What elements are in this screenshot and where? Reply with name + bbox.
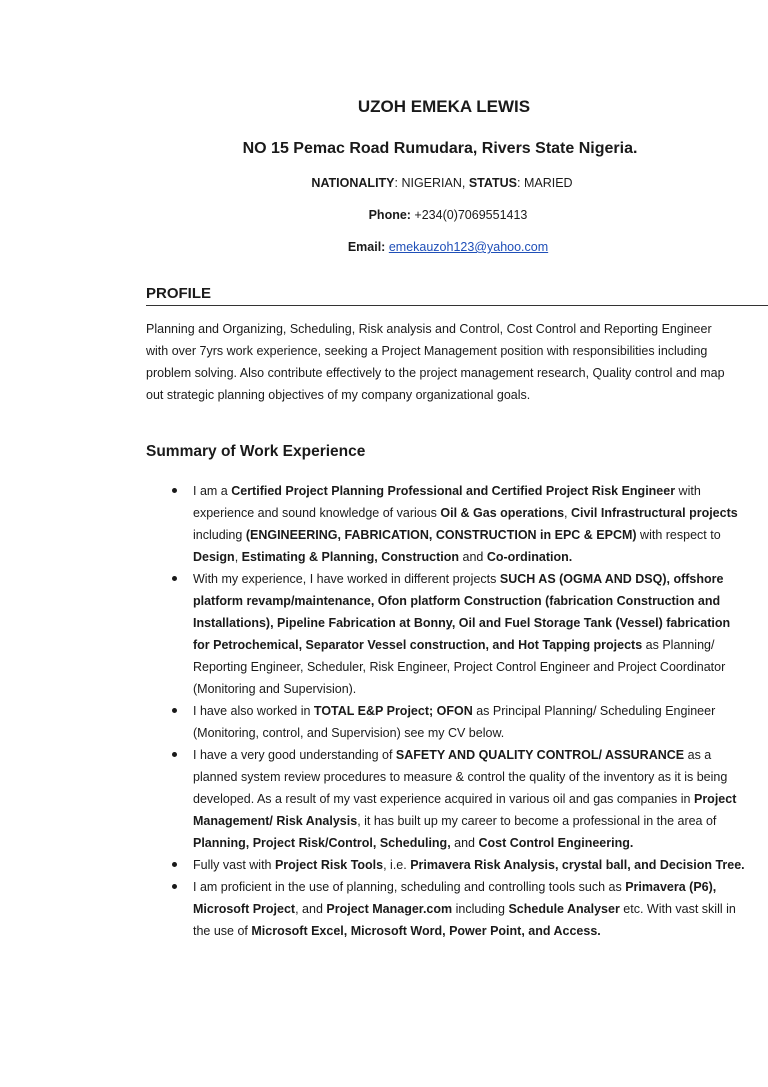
candidate-address: NO 15 Pemac Road Rumudara, Rivers State Nigeria. bbox=[242, 140, 638, 157]
bold-text-run: Schedule Analyser bbox=[508, 902, 620, 916]
bullet-dot-icon bbox=[172, 576, 177, 581]
bold-text-run: Project Management/ Risk Analysis bbox=[193, 792, 737, 828]
bold-text-run: Estimating & Planning, Construction bbox=[241, 550, 460, 564]
text-run: as Planning/ Reporting Engineer, Scheduler, Risk Engineer, Project Control Engineer and Project Coordinator (Monitoring and Supervision). bbox=[193, 638, 726, 696]
summary-heading: Summary of Work Experience bbox=[146, 443, 366, 460]
bullet-dot-icon bbox=[172, 862, 177, 867]
bold-text-run: Project Risk Tools bbox=[274, 858, 384, 872]
bold-text-run: Oil & Gas operations bbox=[440, 506, 565, 520]
phone-line bbox=[150, 206, 746, 224]
summary-bullet-item bbox=[160, 744, 750, 854]
bold-text-run: Primavera Risk Analysis, crystal ball, and Decision Tree. bbox=[410, 858, 745, 872]
profile-paragraph: Planning and Organizing, Scheduling, Risk analysis and Control, Cost Control and Reporting Engineer with over 7yrs work experience, seeking a Project Management position with responsibilities including problem solving. Also contribute effectively to the project management research, Quality control and map out strategic planning objectives of my company organizational goals. bbox=[146, 322, 725, 402]
phone-value: +234(0)7069551413 bbox=[410, 208, 528, 222]
profile-divider bbox=[146, 305, 768, 306]
text-run: With my experience, I have worked in different projects bbox=[193, 572, 500, 586]
text-run: , bbox=[564, 506, 571, 520]
email-link[interactable]: emekauzoh123@yahoo.com bbox=[388, 240, 549, 254]
text-run: with respect to bbox=[636, 528, 721, 542]
nationality-status-line bbox=[144, 174, 740, 192]
text-run: , i.e. bbox=[383, 858, 411, 872]
bullet-dot-icon bbox=[172, 752, 177, 757]
summary-bullet-item bbox=[160, 568, 750, 700]
bold-text-run: Microsoft Excel, Microsoft Word, Power Point, and Access. bbox=[251, 924, 601, 938]
text-run: Fully vast with bbox=[193, 858, 275, 872]
bold-text-run: Planning, Project Risk/Control, Scheduling, bbox=[193, 836, 451, 850]
candidate-name: UZOH EMEKA LEWIS bbox=[357, 97, 531, 116]
bold-text-run: Co-ordination. bbox=[486, 550, 573, 564]
text-run: as Principal Planning/ Scheduling Engineer (Monitoring, control, and Supervision) see my CV below. bbox=[193, 704, 716, 740]
text-run: and bbox=[459, 550, 487, 564]
email-label: Email: bbox=[347, 240, 386, 254]
status-label: STATUS bbox=[468, 176, 517, 190]
profile-heading: PROFILE bbox=[146, 285, 212, 302]
text-run: including bbox=[193, 528, 246, 542]
bold-text-run: SUCH AS (OGMA AND DSQ), offshore platform revamp/maintenance, Ofon platform Construction (fabrication Construction and Installations), Pipeline Fabrication at Bonny, Oil and Fuel Storage Tank (Vessel) fabrication for Petrochemical, Separator Vessel construction, and Hot Tapping projects bbox=[193, 572, 731, 652]
bold-text-run: SAFETY AND QUALITY CONTROL/ ASSURANCE bbox=[395, 748, 685, 762]
bold-text-run: TOTAL E&P Project; OFON bbox=[313, 704, 473, 718]
bold-text-run: Cost Control Engineering. bbox=[478, 836, 634, 850]
bullet-dot-icon bbox=[172, 884, 177, 889]
bold-text-run: Civil Infrastructural projects bbox=[570, 506, 738, 520]
text-run: I am proficient in the use of planning, scheduling and controlling tools such as bbox=[193, 880, 626, 894]
text-run: etc. With vast skill in the use of bbox=[193, 902, 736, 938]
text-run: , bbox=[234, 550, 242, 564]
summary-bullet-item bbox=[160, 700, 750, 744]
text-run: I have a very good understanding of bbox=[193, 748, 396, 762]
bullet-dot-icon bbox=[172, 708, 177, 713]
text-run: with experience and sound knowledge of various bbox=[193, 484, 701, 520]
bullet-dot-icon bbox=[172, 488, 177, 493]
status-value: : MARIED bbox=[517, 176, 573, 190]
summary-bullet-item bbox=[160, 480, 750, 568]
nationality-label: NATIONALITY bbox=[311, 176, 395, 190]
bold-text-run: Primavera (P6), Microsoft Project bbox=[193, 880, 717, 916]
text-run: including bbox=[452, 902, 509, 916]
email-line bbox=[150, 238, 746, 256]
text-run: as a planned system review procedures to measure & control the quality of the inventory as it is being developed. As a result of my vast experience acquired in various oil and gas companies in bbox=[193, 748, 728, 806]
bold-text-run: Certified Project Planning Professional and Certified Project Risk Engineer bbox=[231, 484, 676, 498]
text-run: I have also worked in bbox=[193, 704, 314, 718]
summary-bullet-item bbox=[160, 876, 750, 942]
summary-bullet-list bbox=[160, 480, 750, 942]
nationality-value: : NIGERIAN, bbox=[394, 176, 469, 190]
text-run: I am a bbox=[193, 484, 232, 498]
text-run: , and bbox=[295, 902, 327, 916]
bold-text-run: Design bbox=[193, 550, 235, 564]
text-run: , it has built up my career to become a professional in the area of bbox=[357, 814, 717, 828]
text-run: and bbox=[450, 836, 479, 850]
resume-header bbox=[146, 96, 742, 256]
bold-text-run: (ENGINEERING, FABRICATION, CONSTRUCTION in EPC & EPCM) bbox=[245, 528, 637, 542]
phone-label: Phone: bbox=[368, 208, 411, 222]
summary-bullet-item bbox=[160, 854, 750, 876]
bold-text-run: Project Manager.com bbox=[326, 902, 453, 916]
